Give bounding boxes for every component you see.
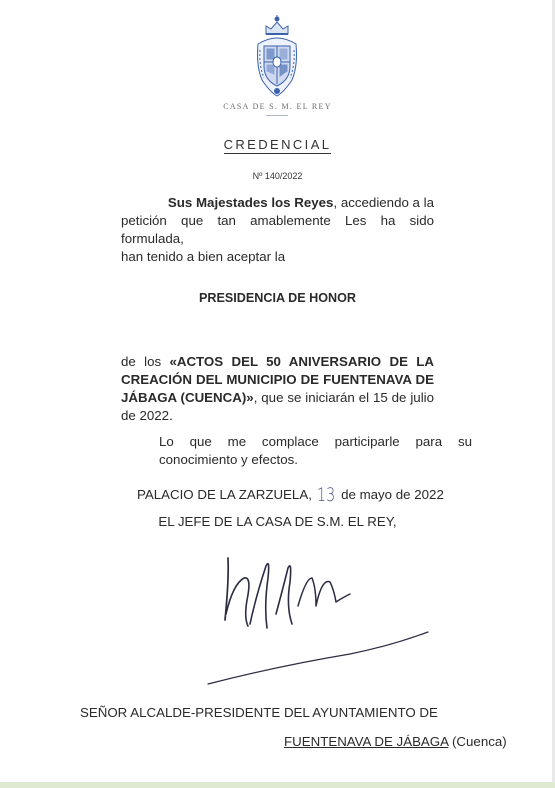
document-title: [0, 137, 555, 152]
place: PALACIO DE LA ZARZUELA,: [137, 487, 312, 502]
event-paragraph: [121, 353, 434, 425]
house-divider: [266, 115, 288, 116]
closing-paragraph: Lo que me complace participarle para su conocimiento y efectos.: [159, 434, 472, 467]
event-prefix: de los: [121, 354, 170, 369]
intro-line-3: han tenido a bien aceptar la: [121, 249, 286, 264]
province-name: (Cuenca): [452, 734, 507, 749]
event-suffix: , que se iniciarán el 15 de julio de 2022.: [121, 390, 434, 423]
intro-line-1-rest: , accediendo a la: [333, 195, 434, 210]
honor-title: PRESIDENCIA DE HONOR: [199, 291, 356, 305]
intro-line-1: [121, 194, 434, 212]
intro-subject: Sus Majestades los Reyes: [167, 195, 334, 210]
bottom-edge-strip: [0, 782, 555, 788]
addressee-destination: [284, 734, 507, 749]
document-number: Nº 140/2022: [252, 171, 303, 181]
document-title-text: CREDENCIAL: [223, 137, 332, 152]
addressee-line: SEÑOR ALCALDE-PRESIDENTE DEL AYUNTAMIENTO DE: [80, 705, 438, 720]
handwritten-day: 13: [316, 484, 336, 506]
event-name: «ACTOS DEL 50 ANIVERSARIO DE LA CREACIÓN DEL MUNICIPIO DE FUENTENAVA DE JÁBAGA (CUENCA)»: [121, 354, 434, 405]
place-date: [137, 482, 444, 504]
royal-coat-of-arms-icon: [246, 14, 308, 98]
date-rest: de mayo de 2022: [341, 487, 444, 502]
intro-paragraph: [121, 194, 434, 266]
handwritten-signature: [200, 548, 432, 690]
signatory-title: EL JEFE DE LA CASA DE S.M. EL REY,: [158, 514, 397, 529]
intro-line-2: petición que tan amablemente Les ha sido formulada,: [121, 213, 434, 246]
house-name: CASA DE S. M. EL REY: [223, 102, 332, 111]
municipality-name: FUENTENAVA DE JÁBAGA: [284, 734, 449, 749]
